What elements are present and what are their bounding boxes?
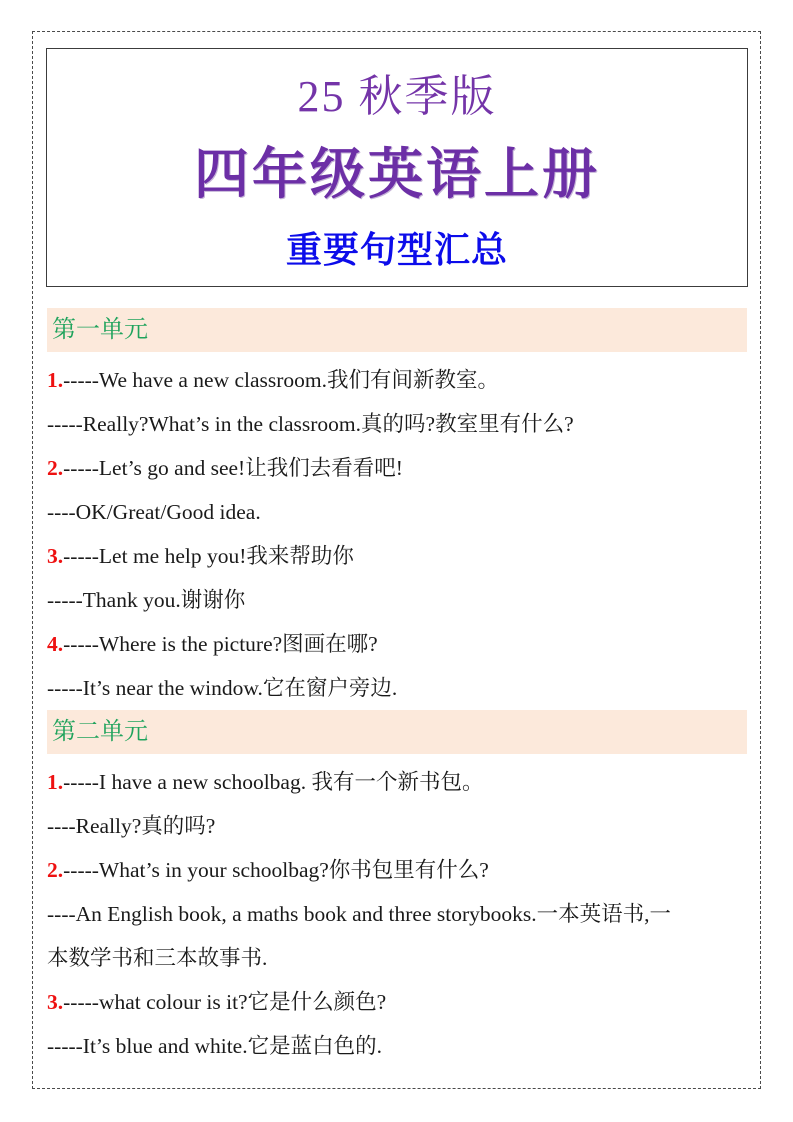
- content-area: [47, 308, 747, 1068]
- sentence-number: 3.: [47, 990, 64, 1014]
- sentence-line: [47, 534, 747, 578]
- sentence-number: 4.: [47, 632, 64, 656]
- sentence-number: 1.: [47, 368, 64, 392]
- sentence-text: 本数学书和三本故事书.: [47, 946, 268, 970]
- section-heading: 第二单元: [47, 710, 747, 754]
- sentence-text: -----Let’s go and see!让我们去看看吧!: [63, 456, 403, 480]
- sentence-text: -----I have a new schoolbag. 我有一个新书包。: [63, 770, 484, 794]
- sentence-line: [47, 804, 747, 848]
- sentence-text: -----It’s near the window.它在窗户旁边.: [47, 676, 398, 700]
- sentence-text: ----Really?真的吗?: [47, 814, 216, 838]
- sentence-text: -----We have a new classroom.我们有间新教室。: [63, 368, 500, 392]
- sentence-line: [47, 892, 747, 936]
- sentence-text: ----OK/Great/Good idea.: [47, 500, 261, 524]
- section-heading: 第一单元: [47, 308, 747, 352]
- sentence-text: -----Where is the picture?图画在哪?: [63, 632, 378, 656]
- sentence-text: -----what colour is it?它是什么颜色?: [63, 990, 387, 1014]
- title-box: [46, 48, 748, 287]
- sentence-line: [47, 446, 747, 490]
- sentence-text: -----It’s blue and white.它是蓝白色的.: [47, 1034, 382, 1058]
- sentence-line: [47, 1024, 747, 1068]
- sentence-number: 3.: [47, 544, 64, 568]
- sentence-line: [47, 402, 747, 446]
- sentence-number: 1.: [47, 770, 64, 794]
- sentence-line: [47, 622, 747, 666]
- edition-title: 25 秋季版: [297, 72, 497, 121]
- sentence-text: -----What’s in your schoolbag?你书包里有什么?: [63, 858, 489, 882]
- subtitle: 重要句型汇总: [285, 230, 508, 270]
- sentence-line: [47, 490, 747, 534]
- sentence-line: [47, 666, 747, 710]
- sentence-text: -----Let me help you!我来帮助你: [63, 544, 354, 568]
- sentence-line: [47, 936, 747, 980]
- sentence-text: -----Thank you.谢谢你: [47, 588, 246, 612]
- sentence-line: [47, 848, 747, 892]
- sentence-line: [47, 578, 747, 622]
- book-title: 四年级英语上册: [193, 144, 600, 205]
- sentence-number: 2.: [47, 456, 64, 480]
- sentence-line: [47, 760, 747, 804]
- sentence-number: 2.: [47, 858, 64, 882]
- sentence-line: [47, 980, 747, 1024]
- sentence-line: [47, 358, 747, 402]
- sentence-text: ----An English book, a maths book and three storybooks.一本英语书,一: [47, 902, 672, 926]
- sentence-text: -----Really?What’s in the classroom.真的吗?教室里有什么?: [47, 412, 574, 436]
